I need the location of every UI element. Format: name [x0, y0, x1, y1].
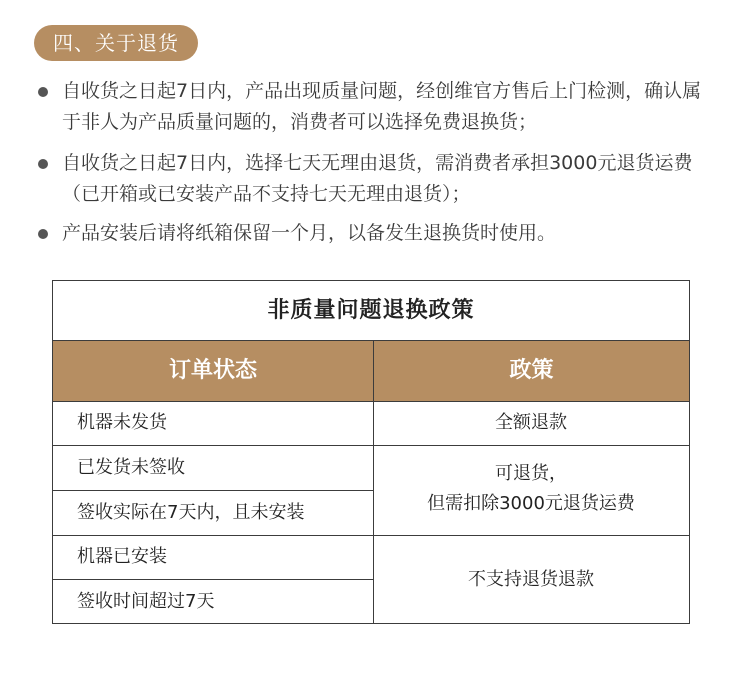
- table-cell-policy: 可退货，: [495, 463, 567, 484]
- table-cell-status: 签收时间超过7天: [77, 591, 215, 612]
- table-divider: [53, 401, 689, 402]
- table-cell-status: 签收实际在7天内，且未安装: [77, 502, 305, 523]
- section-heading-badge: 四、关于退货: [34, 25, 198, 61]
- bullet-dot-icon: [38, 87, 48, 97]
- table-cell-status: 机器已安装: [77, 546, 167, 567]
- bullet-dot-icon: [38, 159, 48, 169]
- list-item-text: 自收货之日起7日内，产品出现质量问题，经创维官方售后上门检测，确认属于非人为产品质量问题的，消费者可以选择免费退换货；: [62, 80, 702, 133]
- table-title: 非质量问题退换政策: [53, 281, 689, 341]
- table-cell-policy: 但需扣除3000元退货运费: [427, 493, 635, 514]
- table-divider: [53, 445, 689, 446]
- table-cell-status: 已发货未签收: [77, 457, 185, 478]
- list-item-text: 产品安装后请将纸箱保留一个月，以备发生退换货时使用。: [62, 222, 557, 244]
- column-header-order-status: 订单状态: [53, 341, 373, 401]
- table-cell-policy: 全额退款: [495, 412, 567, 433]
- table-cell-status: 机器未发货: [77, 412, 167, 433]
- return-policy-table: [52, 280, 690, 624]
- table-divider: [53, 490, 373, 491]
- table-divider: [53, 579, 373, 580]
- bullet-dot-icon: [38, 229, 48, 239]
- list-item-text: 自收货之日起7日内，选择七天无理由退货，需消费者承担3000元退货运费（已开箱或已安装产品不支持七天无理由退货）；: [62, 152, 693, 205]
- table-divider: [53, 535, 689, 536]
- table-cell-policy: 不支持退货退款: [468, 569, 594, 590]
- column-header-policy: 政策: [374, 341, 689, 401]
